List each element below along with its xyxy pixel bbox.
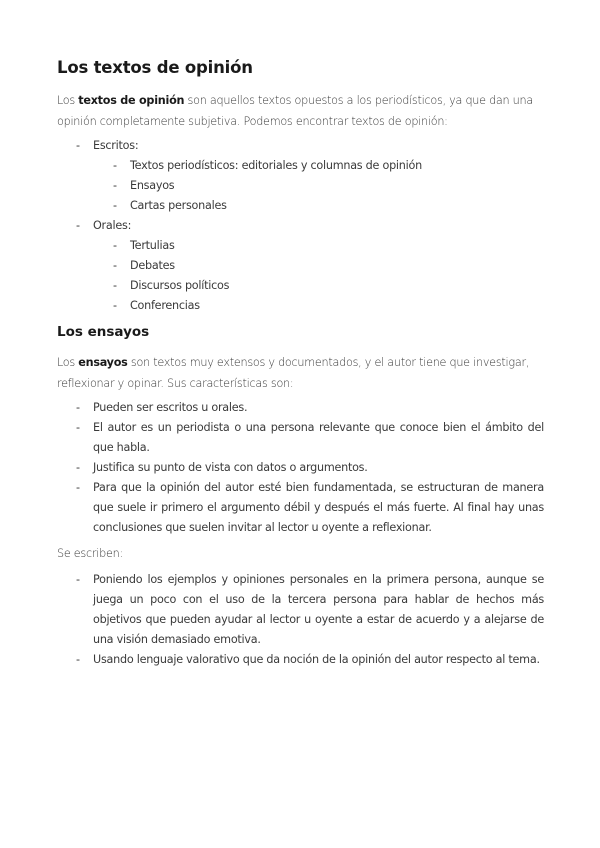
list-item: - Tertulias (130, 236, 545, 256)
list-item: - Usando lenguaje valorativo que da noción de la opinión del autor respecto al tema. (93, 650, 544, 670)
written-label: Se escriben: (57, 547, 123, 560)
type-label: Escritos: (93, 139, 139, 152)
list-item: - Debates (130, 256, 545, 276)
intro-paragraph (57, 90, 545, 132)
list-item: - Discursos políticos (130, 276, 545, 296)
essays-intro-post: son textos muy extensos y documentados, y el autor tiene que investigar, reflexionar y opinar. Sus características son: (57, 356, 530, 390)
list-item: - Ensayos (130, 176, 545, 196)
essays-intro-paragraph (57, 352, 545, 394)
list-item: - Textos periodísticos: editoriales y columnas de opinión (130, 156, 545, 176)
list-item: - Pueden ser escritos u orales. (93, 398, 544, 418)
written-types-sublist (130, 156, 545, 216)
section-heading-ensayos: Los ensayos (57, 324, 150, 340)
characteristics-list (93, 398, 544, 538)
intro-pre-text: Los (57, 94, 79, 107)
intro-bold-term: textos de opinión (78, 94, 185, 107)
list-item-orales (93, 216, 545, 316)
page-title: Los textos de opinión (57, 58, 253, 77)
oral-types-sublist (130, 236, 545, 316)
list-item: - Poniendo los ejemplos y opiniones personales en la primera persona, aunque se juega un poco con el uso de la tercera persona para hablar de hechos más objetivos que pueden ayudar al lector u oyente a estar de acuerdo y a alejarse de una visión demasiado emotiva. (93, 570, 544, 650)
essays-intro-pre: Los (57, 356, 79, 369)
type-label: Orales: (93, 219, 132, 232)
written-style-list (93, 570, 544, 670)
opinion-types-list (93, 136, 545, 316)
essays-bold-term: ensayos (78, 356, 128, 369)
list-item: - Para que la opinión del autor esté bien fundamentada, se estructuran de manera que suele ir primero el argumento débil y después el más fuerte. Al final hay unas conclusiones que suelen invitar al lector u oyente a reflexionar. (93, 478, 544, 538)
list-item: - Cartas personales (130, 196, 545, 216)
list-item: - Justifica su punto de vista con datos o argumentos. (93, 458, 544, 478)
list-item: - Conferencias (130, 296, 545, 316)
list-item-escritos (93, 136, 545, 216)
intro-post-text: son aquellos textos opuestos a los periodísticos, ya que dan una opinión completamente subjetiva. Podemos encontrar textos de opinión: (57, 94, 533, 128)
list-item: - El autor es un periodista o una persona relevante que conoce bien el ámbito del que habla. (93, 418, 544, 458)
